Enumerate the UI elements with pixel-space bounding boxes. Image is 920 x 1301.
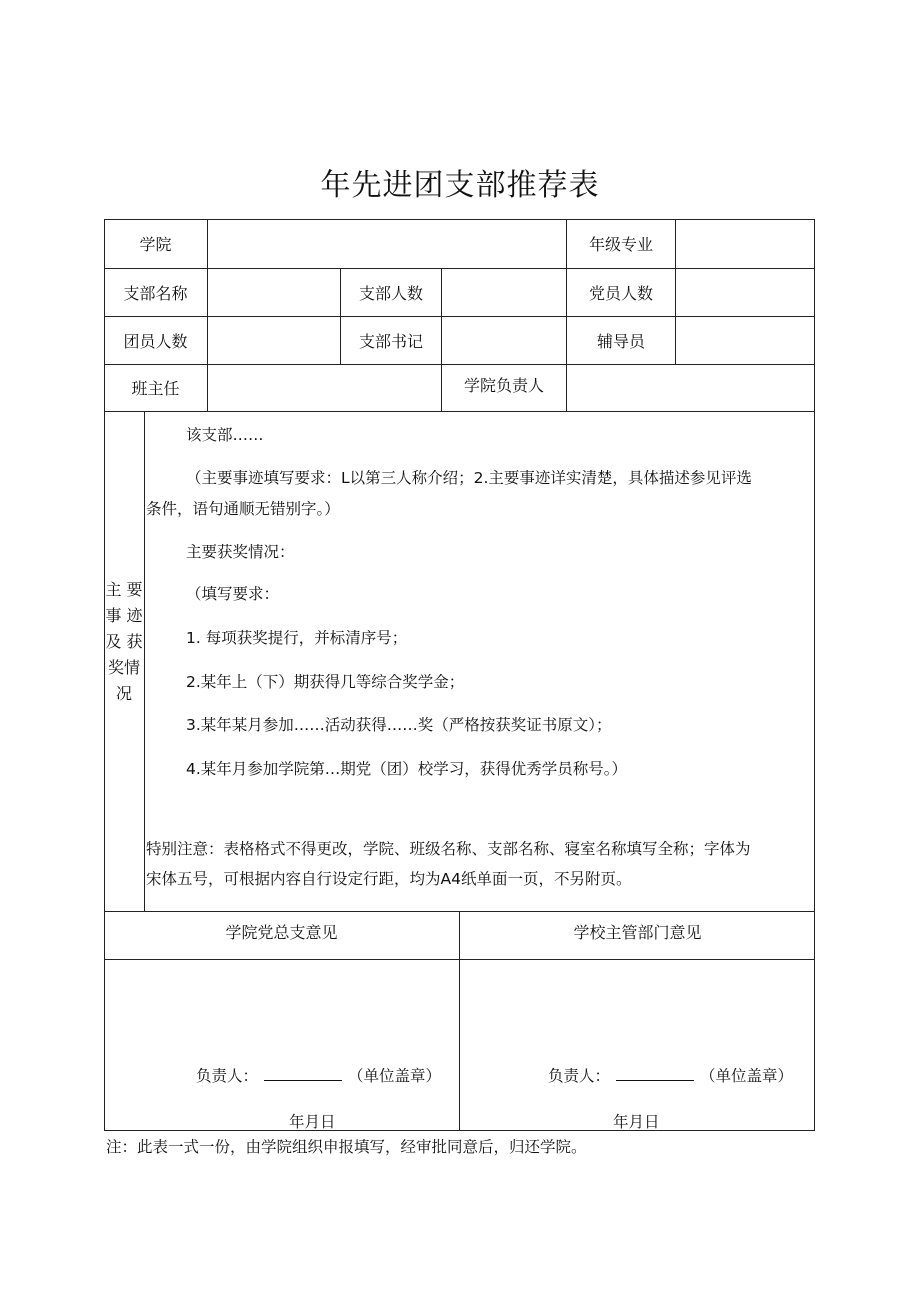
seal-label: （单位盖章） [348,1067,442,1085]
achievements-side-label [104,577,144,707]
branch-name-field[interactable] [208,268,340,316]
row-divider [104,411,815,412]
member-count-field[interactable] [208,316,340,364]
label-counselor: 辅导员 [596,331,645,351]
award-item: 3.某年某月参加……活动获得……奖（严格按获奖证书原文）； [186,716,612,734]
side-label-line: 及 获 [105,632,143,651]
secretary-field[interactable] [442,316,566,364]
right-date: 年月日 [613,1113,660,1131]
label-head-teacher: 班主任 [131,379,180,398]
college-field[interactable] [208,219,566,268]
notice-line-1: 特别注意：表格格式不得更改，学院、班级名称、支部名称、寝室名称填写全称；字体为 [146,840,751,858]
branch-count-field[interactable] [442,268,566,316]
counselor-field[interactable] [676,316,815,364]
label-member-count: 团员人数 [123,331,188,351]
award-item: 4.某年月参加学院第…期党（团）校学习，获得优秀学员称号。） [186,760,628,778]
school-dept-opinion-header: 学校主管部门意见 [573,922,702,942]
fill-requirement: （填写要求： [186,585,280,603]
achievements-intro: 该支部…… [186,426,264,444]
signer-label: 负责人： [196,1067,259,1085]
col-divider [144,411,145,911]
awards-heading: 主要获奖情况： [186,543,295,561]
seal-label: （单位盖章） [700,1067,794,1085]
side-label-line: 主 要 [105,580,143,599]
grade-major-field[interactable] [676,219,815,268]
side-label-line: 奖情 [107,658,140,677]
label-college: 学院 [139,235,172,254]
right-sign-line [548,1064,793,1086]
side-label-line: 况 [115,684,132,703]
requirement-line-1: （主要事迹填写要求：L以第三人称介绍；2.主要事迹详实清楚，具体描述参见评选 [186,469,752,487]
side-label-line: 事 迹 [105,606,143,625]
college-leader-field[interactable] [567,364,815,411]
signer-label: 负责人： [548,1067,611,1085]
requirement-line-2: 条件，语句通顺无错别字。） [146,500,340,518]
head-teacher-field[interactable] [208,364,441,411]
award-item: 2.某年上（下）期获得几等综合奖学金； [186,673,465,691]
page-title: 年先进团支部推荐表 [320,168,600,203]
award-item: 1. 每项获奖提行，并标清序号； [186,629,408,647]
college-party-opinion-header: 学院党总支意见 [225,922,338,942]
label-grade-major: 年级专业 [588,235,653,254]
signature-blank[interactable] [616,1066,694,1081]
footnote: 注：此表一式一份，由学院组织申报填写，经审批同意后，归还学院。 [106,1138,587,1156]
left-date: 年月日 [289,1113,336,1131]
label-branch-count: 支部人数 [358,283,423,303]
signature-blank[interactable] [264,1066,342,1081]
label-party-count: 党员人数 [588,283,653,303]
left-sign-line [196,1064,441,1086]
party-count-field[interactable] [676,268,815,316]
notice-line-2: 宋体五号，可根据内容自行设定行距，均为A4纸单面一页，不另附页。 [146,870,632,888]
label-secretary: 支部书记 [358,331,423,351]
label-college-leader: 学院负责人 [463,375,544,395]
label-branch-name: 支部名称 [123,283,188,303]
